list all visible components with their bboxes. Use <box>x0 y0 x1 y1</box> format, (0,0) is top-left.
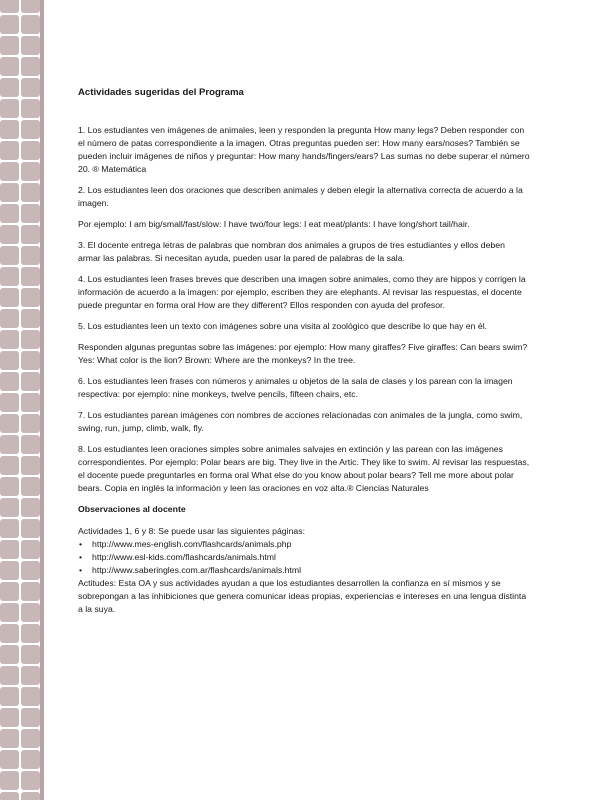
strip-dot <box>0 141 19 160</box>
strip-dot <box>0 393 19 412</box>
strip-dot <box>21 771 40 790</box>
strip-dot <box>0 288 19 307</box>
strip-dot <box>21 162 40 181</box>
decorative-side-strip <box>0 0 44 800</box>
strip-dot <box>21 729 40 748</box>
strip-dot <box>21 750 40 769</box>
strip-dot <box>21 99 40 118</box>
strip-dot <box>0 225 19 244</box>
strip-dot <box>21 36 40 55</box>
strip-dot <box>21 561 40 580</box>
strip-dot <box>0 15 19 34</box>
strip-dot <box>0 645 19 664</box>
strip-dot <box>21 183 40 202</box>
activity-5: 5. Los estudiantes leen un texto con imágenes sobre una visita al zoológico que describe lo que hay en él. <box>78 321 488 331</box>
resource-link[interactable]: • http://www.saberingles.com.ar/flashcards/animals.html <box>78 564 530 577</box>
strip-dot <box>21 288 40 307</box>
strip-dot <box>0 624 19 643</box>
strip-dot <box>0 183 19 202</box>
strip-dot <box>0 99 19 118</box>
strip-dot <box>0 561 19 580</box>
strip-dot <box>0 330 19 349</box>
strip-dot <box>0 603 19 622</box>
strip-dot <box>21 498 40 517</box>
strip-dot <box>0 435 19 454</box>
activity-4: 4. Los estudiantes leen frases breves que describen una imagen sobre animales, como they are hippos y corrigen la información de acuerdo a la imagen: por ejemplo, escriben they are elephants. Al revisar las respuestas, el docente puede preguntar en forma oral How are they different? Ellos responden con ayuda del profesor. <box>78 274 526 310</box>
strip-dot <box>21 372 40 391</box>
strip-dot <box>0 36 19 55</box>
strip-dot <box>0 708 19 727</box>
side-strip-edge <box>40 0 44 800</box>
strip-dot <box>21 456 40 475</box>
strip-dot <box>0 519 19 538</box>
strip-dot <box>0 792 19 800</box>
strip-dot <box>0 477 19 496</box>
strip-dot <box>21 246 40 265</box>
strip-dot <box>0 498 19 517</box>
strip-dot <box>21 141 40 160</box>
activity-3: 3. El docente entrega letras de palabras que nombran dos animales a grupos de tres estudiantes y ellos deben armar las palabras. Si necesitan ayuda, pueden usar la pared de palabras de la sala. <box>78 240 505 263</box>
strip-dot <box>0 351 19 370</box>
activity-7: 7. Los estudiantes parean imágenes con nombres de acciones relacionadas con animales de la jungla, como swim, swing, run, jump, climb, walk, fly. <box>78 410 523 433</box>
strip-dot <box>21 330 40 349</box>
strip-dot <box>21 603 40 622</box>
strip-dot <box>0 246 19 265</box>
strip-dot <box>0 729 19 748</box>
strip-dot <box>21 519 40 538</box>
resource-link[interactable]: • http://www.esl-kids.com/flashcards/animals.html <box>78 551 530 564</box>
strip-dot <box>21 57 40 76</box>
strip-dot <box>0 771 19 790</box>
strip-dot <box>0 540 19 559</box>
strip-dot <box>21 267 40 286</box>
strip-dot <box>21 393 40 412</box>
strip-dot <box>21 582 40 601</box>
strip-dot <box>21 414 40 433</box>
strip-dot <box>21 477 40 496</box>
resource-links-list <box>78 538 530 577</box>
strip-dot <box>21 708 40 727</box>
strip-dot <box>21 792 40 800</box>
strip-dot <box>0 267 19 286</box>
strip-dot <box>21 666 40 685</box>
strip-dot <box>21 120 40 139</box>
page-title: Actividades sugeridas del Programa <box>78 87 244 98</box>
strip-dot <box>21 435 40 454</box>
strip-dot <box>21 540 40 559</box>
strip-dot <box>0 309 19 328</box>
activity-5-questions: Responden algunas preguntas sobre las imágenes: por ejemplo: How many giraffes? Five giraffes: Can bears swim? Yes: What color is the lion? Brown: Where are the monkeys? In the tree. <box>78 342 528 365</box>
strip-dot <box>21 351 40 370</box>
strip-dot <box>0 162 19 181</box>
strip-dot <box>0 204 19 223</box>
strip-dot <box>0 372 19 391</box>
strip-dot <box>0 687 19 706</box>
activity-2-example: Por ejemplo: I am big/small/fast/slow: I have two/four legs: I eat meat/plants: I have long/short tail/hair. <box>78 219 470 229</box>
resource-link[interactable]: • http://www.mes-english.com/flashcards/animals.php <box>78 538 530 551</box>
strip-dot <box>0 414 19 433</box>
strip-dot <box>21 204 40 223</box>
observations-intro: Actividades 1, 6 y 8: Se puede usar las siguientes páginas: <box>78 526 305 536</box>
strip-dot <box>21 0 40 13</box>
strip-dot <box>0 0 19 13</box>
strip-dot <box>21 78 40 97</box>
activity-6: 6. Los estudiantes leen frases con números y animales u objetos de la sala de clases y los parean con la imagen respectiva: por ejemplo: nine monkeys, twelve pencils, fifteen chairs, etc. <box>78 376 513 399</box>
strip-dot <box>21 225 40 244</box>
strip-dot <box>21 687 40 706</box>
activity-1: 1. Los estudiantes ven imágenes de animales, leen y responden la pregunta How many legs? Deben responder con el número de patas correspondiente a la imagen. Otras preguntas pueden ser: How many ears/noses? También se pueden incluir imágenes de niños y preguntar: How many hands/fingers/ears? Las sumas no debe superar el número 20. ® Matemática <box>78 125 530 174</box>
strip-dot <box>0 750 19 769</box>
strip-dot <box>0 456 19 475</box>
strip-dot <box>21 624 40 643</box>
strip-dot <box>0 78 19 97</box>
strip-dot <box>0 120 19 139</box>
strip-dot <box>0 582 19 601</box>
document-body <box>78 86 530 616</box>
attitudes-text: Actitudes: Esta OA y sus actividades ayudan a que los estudiantes desarrollen la confianza en sí mismos y se sobrepongan a las inhibiciones que genera comunicar ideas propias, experiencias e intereses en una lengua distinta a la suya. <box>78 578 527 614</box>
activity-8: 8. Los estudiantes leen oraciones simples sobre animales salvajes en extinción y las parean con las imágenes correspondientes. Por ejemplo: Polar bears are big. They live in the Artic. They like to swim. Al revisar las respuestas, el docente puede preguntarles en forma oral What else do you know about polar bears? Tell me more about polar bears. Copia en inglés la información y leen las oraciones en voz alta.® Ciencias Naturales <box>78 444 530 493</box>
observations-heading: Observaciones al docente <box>78 504 186 514</box>
strip-dot <box>21 645 40 664</box>
strip-dot <box>0 666 19 685</box>
activity-2: 2. Los estudiantes leen dos oraciones que describen animales y deben elegir la alternativa correcta de acuerdo a la imagen. <box>78 185 523 208</box>
strip-dot <box>21 15 40 34</box>
strip-dot <box>0 57 19 76</box>
strip-dot <box>21 309 40 328</box>
